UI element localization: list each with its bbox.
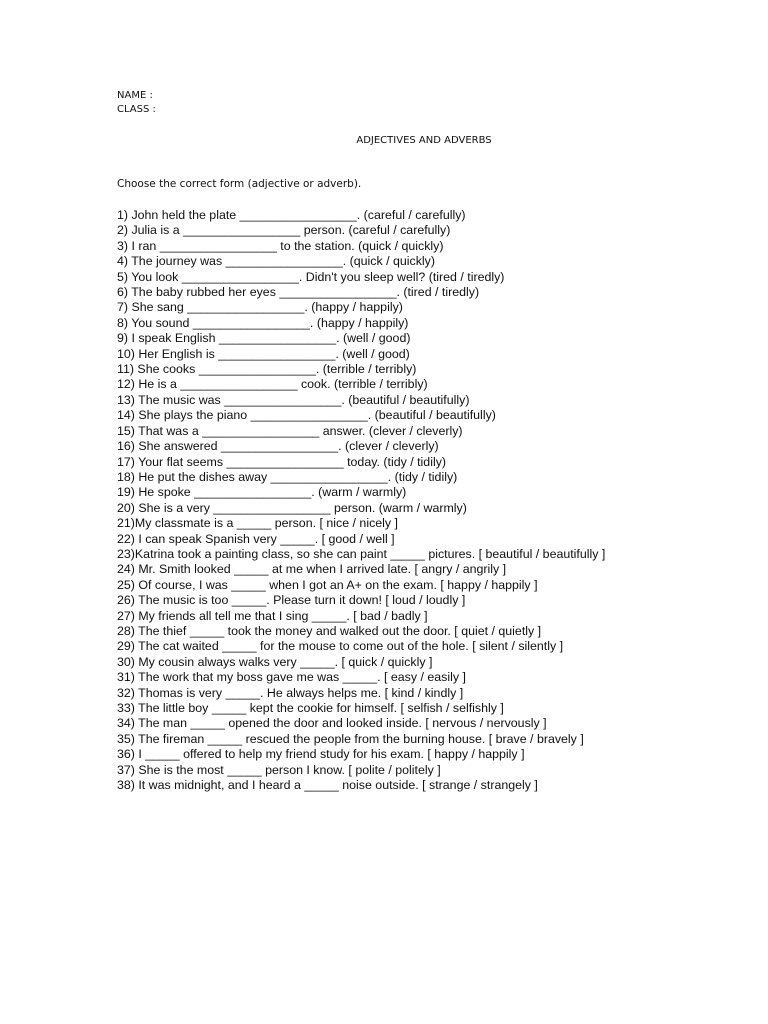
class-label: CLASS : <box>117 104 156 115</box>
question-item: 24) Mr. Smith looked _____ at me when I arrived late. [ angry / angrily ] <box>117 562 507 577</box>
question-list <box>117 208 653 793</box>
question-item: 36) I _____ offered to help my friend study for his exam. [ happy / happily ] <box>117 747 525 762</box>
question-item: 5) You look _________________. Didn't you sleep well? (tired / tiredly) <box>117 269 505 284</box>
worksheet-title: ADJECTIVES AND ADVERBS <box>356 135 492 146</box>
question-item: 21)My classmate is a _____ person. [ nice / nicely ] <box>117 516 398 531</box>
question-item: 6) The baby rubbed her eyes _________________. (tired / tiredly) <box>117 285 480 300</box>
question-item: 27) My friends all tell me that I sing _____. [ bad / badly ] <box>117 608 428 623</box>
question-item: 28) The thief _____ took the money and walked out the door. [ quiet / quietly ] <box>117 623 542 638</box>
question-item: 19) He spoke _________________. (warm / warmly) <box>117 485 407 500</box>
question-item: 17) Your flat seems _________________ today. (tidy / tidily) <box>117 454 447 469</box>
question-item: 15) That was a _________________ answer. (clever / cleverly) <box>117 423 463 438</box>
question-item: 9) I speak English _________________. (well / good) <box>117 331 411 346</box>
question-item: 10) Her English is _________________. (well / good) <box>117 346 410 361</box>
question-item: 32) Thomas is very _____. He always helps me. [ kind / kindly ] <box>117 685 464 700</box>
question-item: 38) It was midnight, and I heard a _____ noise outside. [ strange / strangely ] <box>117 778 538 793</box>
question-item: 35) The fireman _____ rescued the people from the burning house. [ brave / bravely ] <box>117 731 584 746</box>
question-item: 23)Katrina took a painting class, so she can paint _____ pictures. [ beautiful / beautifully ] <box>117 546 606 561</box>
question-item: 11) She cooks _________________. (terrible / terribly) <box>117 362 417 377</box>
question-item: 12) He is a _________________ cook. (terrible / terribly) <box>117 377 428 392</box>
question-item: 2) Julia is a _________________ person. (careful / carefully) <box>117 223 451 238</box>
question-item: 20) She is a very _________________ person. (warm / warmly) <box>117 500 467 515</box>
question-item: 29) The cat waited _____ for the mouse to come out of the hole. [ silent / silently ] <box>117 639 564 654</box>
question-item: 30) My cousin always walks very _____. [ quick / quickly ] <box>117 654 433 669</box>
question-item: 8) You sound _________________. (happy / happily) <box>117 315 409 330</box>
instructions: Choose the correct form (adjective or adverb). <box>117 178 362 190</box>
name-label: NAME : <box>117 90 153 101</box>
question-item: 7) She sang _________________. (happy / happily) <box>117 300 403 315</box>
question-item: 34) The man _____ opened the door and looked inside. [ nervous / nervously ] <box>117 716 547 731</box>
question-item: 4) The journey was _________________. (quick / quickly) <box>117 254 435 269</box>
question-item: 13) The music was _________________. (beautiful / beautifully) <box>117 392 470 407</box>
question-item: 16) She answered _________________. (clever / cleverly) <box>117 439 439 454</box>
question-item: 1) John held the plate _________________. (careful / carefully) <box>117 208 466 222</box>
question-item: 37) She is the most _____ person I know. [ polite / politely ] <box>117 762 441 777</box>
question-item: 22) I can speak Spanish very _____. [ good / well ] <box>117 531 395 546</box>
question-item: 25) Of course, I was _____ when I got an A+ on the exam. [ happy / happily ] <box>117 577 538 592</box>
question-item: 18) He put the dishes away _________________. (tidy / tidily) <box>117 469 458 484</box>
question-item: 33) The little boy _____ kept the cookie for himself. [ selfish / selfishly ] <box>117 701 504 715</box>
question-item: 31) The work that my boss gave me was _____. [ easy / easily ] <box>117 670 466 685</box>
question-item: 26) The music is too _____. Please turn it down! [ loud / loudly ] <box>117 593 466 608</box>
question-item: 3) I ran _________________ to the station. (quick / quickly) <box>117 238 444 253</box>
question-item: 14) She plays the piano _________________. (beautiful / beautifully) <box>117 408 496 423</box>
